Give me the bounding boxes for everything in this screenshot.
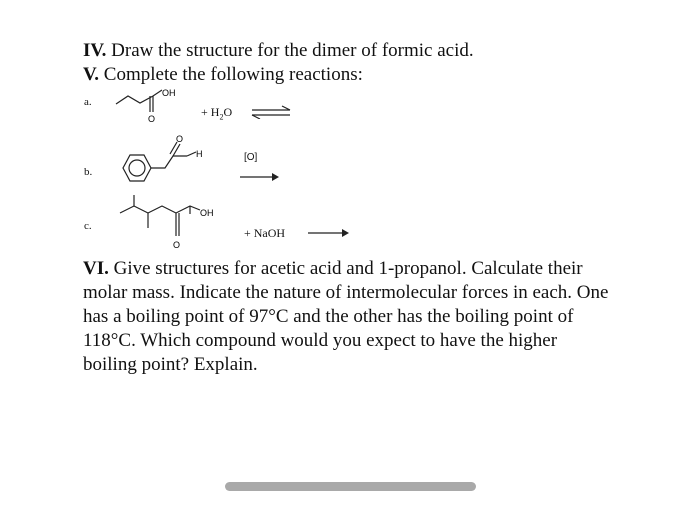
horizontal-scrollbar[interactable]: [225, 482, 476, 491]
question-v: [83, 64, 363, 86]
reaction-b-reagent: [O]: [244, 152, 258, 163]
reaction-c-label: c.: [84, 220, 92, 232]
reaction-a-bonds: [116, 90, 162, 112]
question-vi: [83, 257, 615, 377]
reaction-c-arrow-icon: [306, 228, 350, 238]
reaction-c-o-label: O: [173, 240, 181, 250]
reaction-a-o-label: O: [148, 114, 156, 124]
reaction-a-reagent: + $H_2O$: [201, 105, 233, 122]
question-iv-text: Draw the structure for the dimer of formic acid.: [106, 40, 474, 61]
question-iv: [83, 40, 474, 62]
question-vi-text: Give structures for acetic acid and 1-propanol. Calculate their molar mass. Indicate the nature of intermolecular forces in each. One has a boiling point of 97°C and the other has the boiling point of 118°C. Which compound would you expect to have the higher boiling point? Explain.: [83, 258, 609, 375]
question-v-text: Complete the following reactions:: [99, 64, 363, 85]
reaction-c-bonds: [120, 195, 200, 236]
reaction-b-arrow-icon: [238, 172, 280, 182]
reaction-c-molecule: [112, 192, 222, 254]
reaction-a-oh-label: OH: [162, 88, 176, 98]
reaction-b-label: b.: [84, 166, 93, 178]
reaction-b-o-label: O: [176, 134, 184, 144]
reaction-b-h-label: H: [196, 149, 203, 159]
equilibrium-arrow-icon: [250, 105, 292, 119]
question-iv-number: IV.: [83, 40, 107, 61]
reaction-c-reagent: + NaOH: [244, 226, 286, 240]
question-vi-number: VI.: [83, 258, 109, 279]
question-v-number: V.: [83, 64, 100, 85]
reaction-a-molecule: [110, 86, 190, 136]
reaction-a-label: a.: [84, 96, 92, 108]
reaction-b-bonds: [123, 142, 196, 181]
reaction-c-oh-label: OH: [200, 208, 214, 218]
